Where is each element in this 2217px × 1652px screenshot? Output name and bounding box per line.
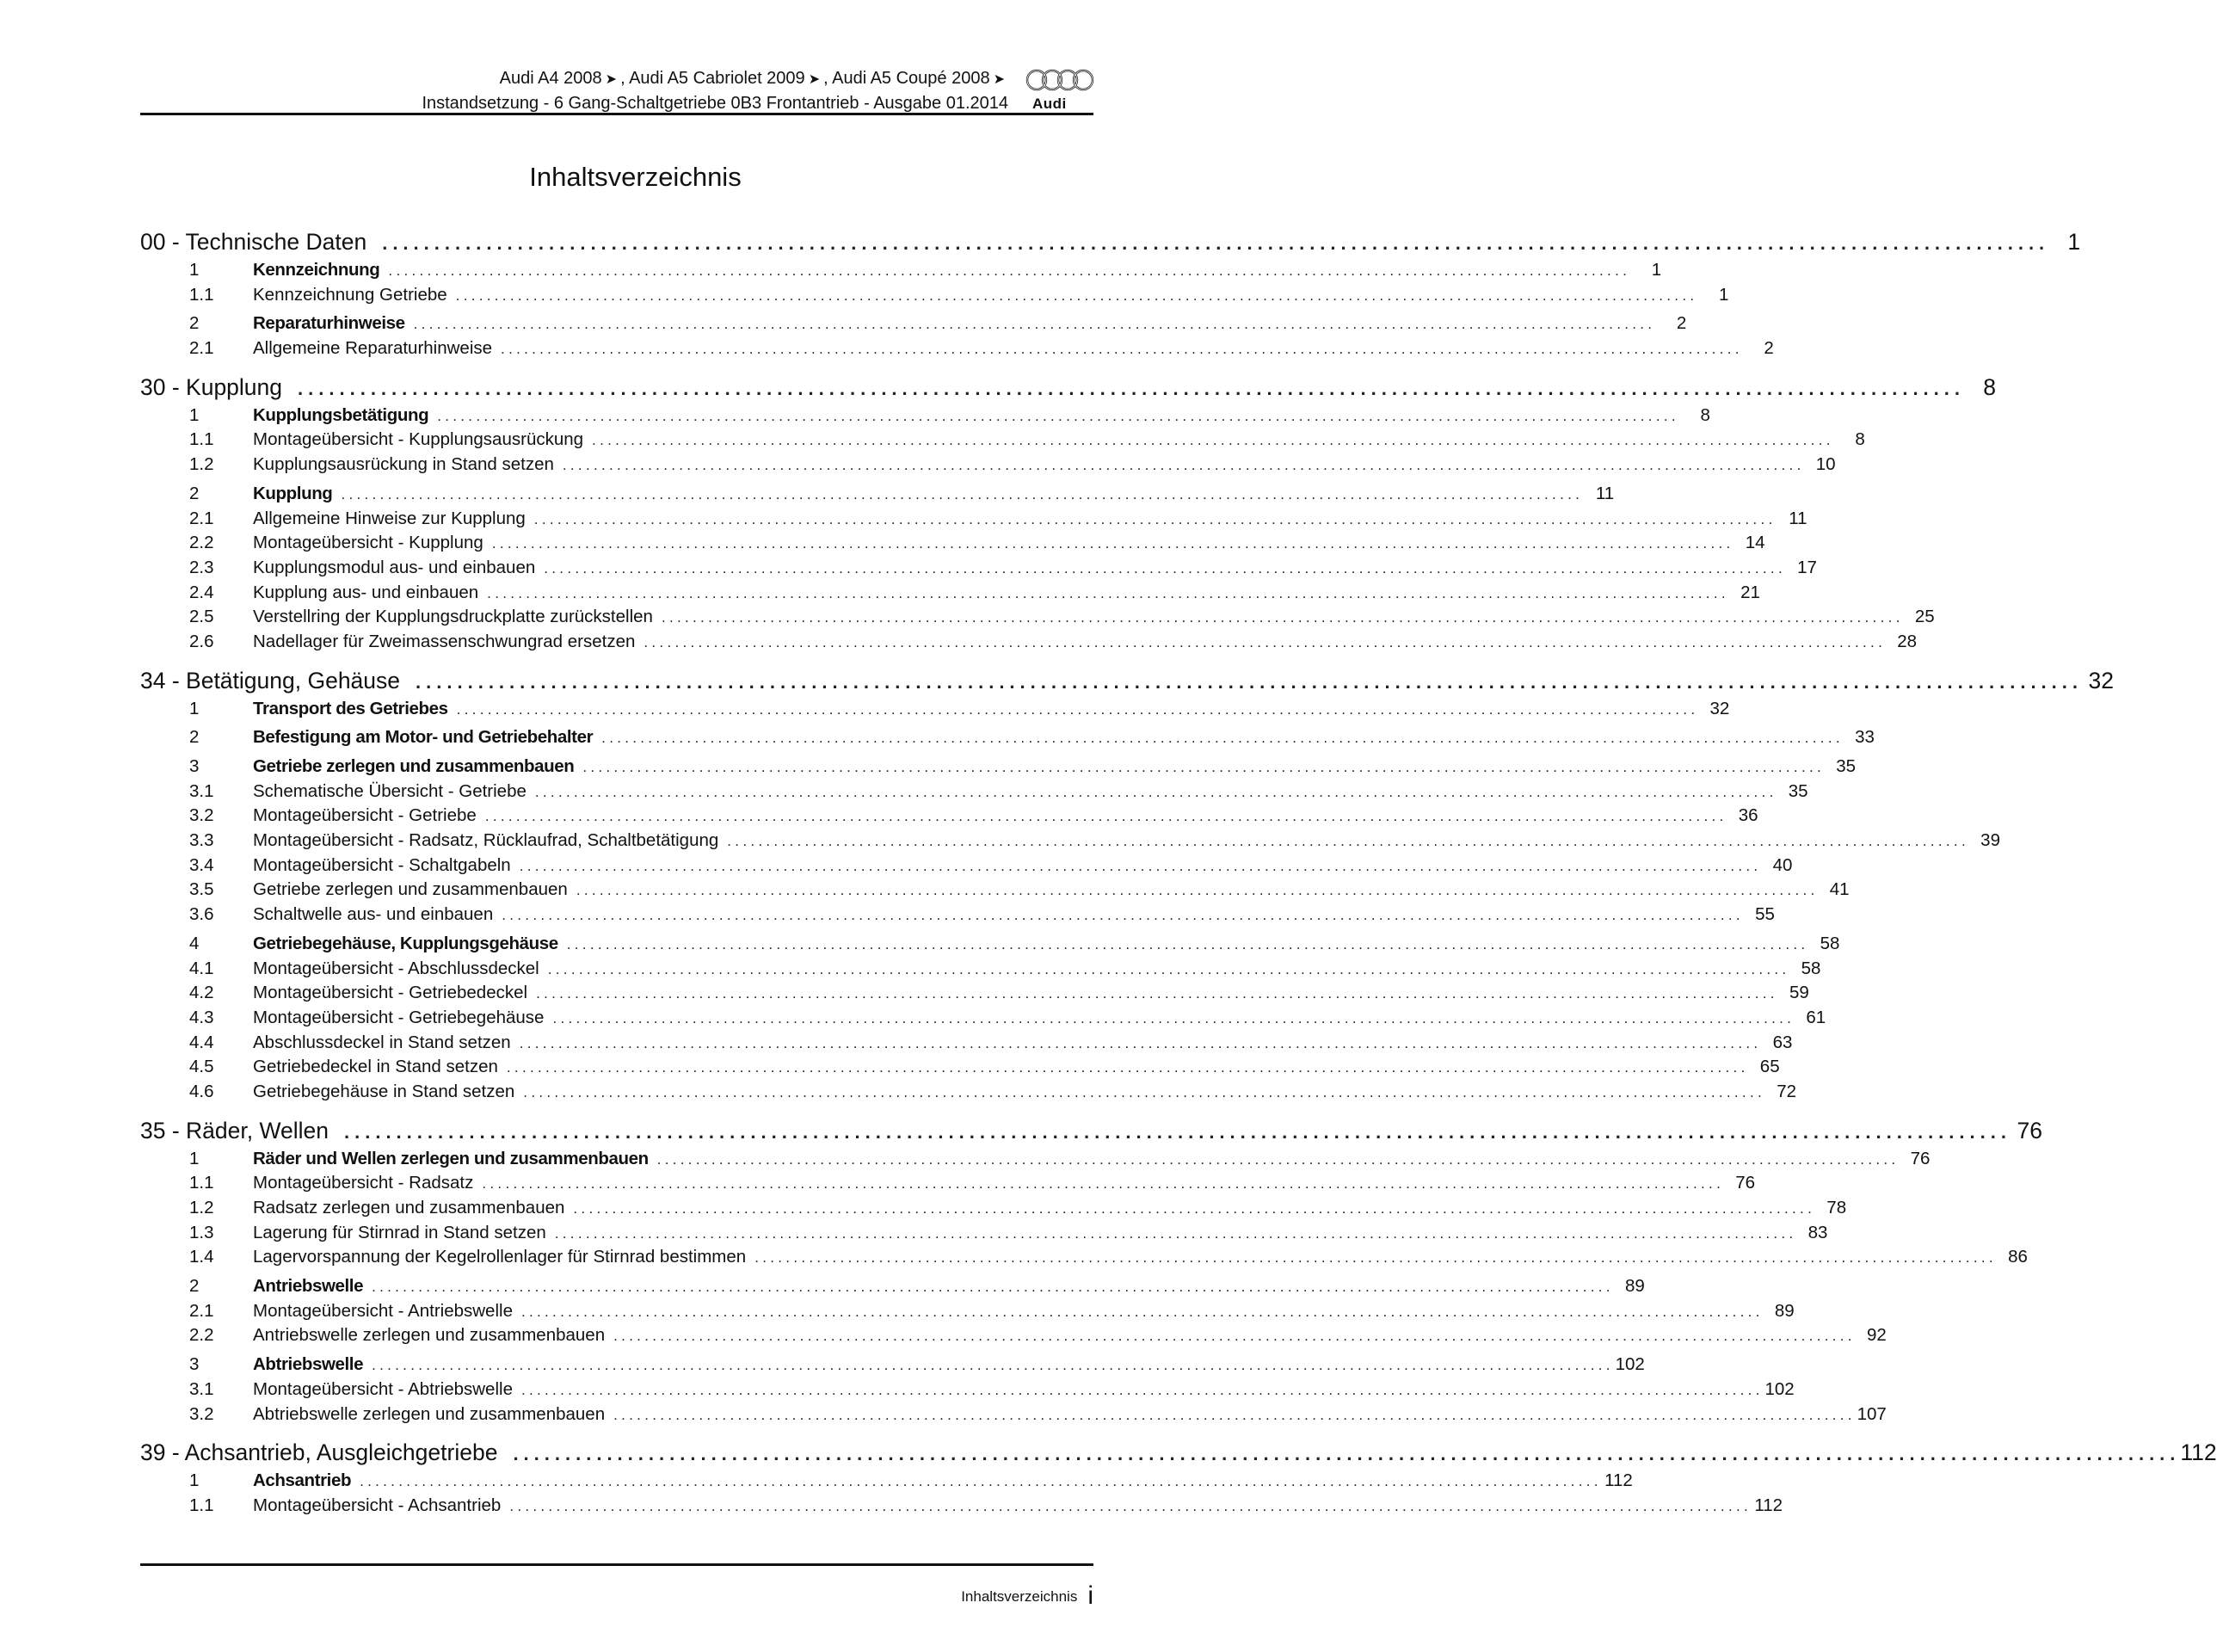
toc-label: Kupplung aus- und einbauen (253, 582, 479, 602)
toc-number: 2.1 (189, 508, 214, 528)
dot-leader: ................................................................................................................................................................ (382, 232, 2050, 254)
toc-number: 3 (189, 1354, 200, 1375)
toc-number: 3.4 (189, 854, 214, 875)
toc-label: Montageübersicht - Radsatz, Rücklaufrad, Schaltbetätigung (253, 830, 719, 851)
toc-page: 8 (1855, 429, 1865, 450)
model-a5-cabriolet: , Audi A5 Cabriolet 2009 (620, 69, 805, 88)
dot-leader: ................................................................................................................................................................ (519, 857, 1762, 874)
toc-entry[interactable] (140, 854, 1793, 880)
toc-page: 86 (2008, 1247, 2028, 1267)
toc-entry[interactable] (140, 727, 1875, 752)
toc-entry[interactable] (140, 313, 1687, 338)
toc-page: 107 (1857, 1403, 1887, 1424)
audi-rings-logo (1025, 67, 1094, 93)
toc-page: 36 (1738, 805, 1758, 826)
dot-leader: ................................................................................................................................................................ (484, 808, 1727, 825)
toc-number: 1 (189, 698, 200, 718)
toc-entry[interactable] (140, 805, 1758, 830)
toc-number: 4 (189, 933, 200, 953)
dot-leader: ................................................................................................................................................................ (372, 1357, 1614, 1374)
toc-label: 39 - Achsantrieb, Ausgleichgetriebe (140, 1439, 498, 1466)
dot-leader: ................................................................................................................................................................ (520, 1303, 1764, 1320)
toc-entry[interactable] (140, 338, 1774, 363)
toc-page: 92 (1867, 1325, 1887, 1346)
dot-leader: ................................................................................................................................................................ (509, 1497, 1752, 1514)
toc-entry[interactable] (140, 756, 1857, 781)
toc-entry[interactable] (140, 454, 1836, 479)
toc-number: 1 (189, 260, 200, 280)
toc-label: Montageübersicht - Getriebegehäuse (253, 1007, 545, 1027)
toc-entry[interactable] (140, 1222, 1828, 1248)
toc-label: 34 - Betätigung, Gehäuse (140, 667, 401, 693)
toc-number: 1.3 (189, 1222, 214, 1242)
toc-entry[interactable] (140, 983, 1809, 1008)
toc-number: 2 (189, 483, 200, 503)
dot-leader: ................................................................................................................................................................ (727, 833, 1969, 850)
toc-label: Verstellring der Kupplungsdruckplatte zurückstellen (253, 607, 653, 627)
toc-number: 2 (189, 313, 200, 334)
toc-label: Schaltwelle aus- und einbauen (253, 904, 494, 925)
toc-number: 1 (189, 404, 200, 425)
dot-leader: ................................................................................................................................................................ (520, 1381, 1764, 1398)
toc-page: 58 (1820, 933, 1840, 953)
dot-leader: ................................................................................................................................................................ (644, 633, 1887, 650)
toc-chapter[interactable] (140, 373, 1996, 405)
toc-number: 2 (189, 1276, 200, 1297)
toc-label: Kupplung (253, 483, 333, 503)
toc-entry[interactable] (140, 284, 1729, 310)
toc-entry[interactable] (140, 879, 1850, 904)
toc-entry[interactable] (140, 1403, 1887, 1429)
dot-leader: ................................................................................................................................................................ (562, 457, 1805, 474)
toc-entry[interactable] (140, 1032, 1793, 1057)
dot-leader: ................................................................................................................................................................ (360, 1473, 1602, 1490)
dot-leader: ................................................................................................................................................................ (613, 1406, 1856, 1423)
toc-page: 28 (1897, 631, 1918, 651)
dot-leader: ................................................................................................................................................................ (592, 432, 1834, 449)
arrow-icon: ➤ (605, 72, 618, 87)
toc-entry[interactable] (140, 508, 1807, 533)
toc-label: Getriebe zerlegen und zusammenbauen (253, 879, 568, 900)
toc-entry[interactable] (140, 958, 1821, 983)
toc-number: 3.1 (189, 1378, 214, 1399)
toc-entry[interactable] (140, 1057, 1780, 1082)
toc-label: Montageübersicht - Antriebswelle (253, 1300, 513, 1321)
toc-page: 61 (1806, 1007, 1826, 1027)
toc-number: 4.5 (189, 1057, 214, 1077)
toc-label: Antriebswelle (253, 1276, 364, 1297)
toc-label: Räder und Wellen zerlegen und zusammenbauen (253, 1148, 649, 1168)
toc-entry[interactable] (140, 557, 1817, 583)
toc-page: 41 (1829, 879, 1850, 900)
toc-label: Getriebegehäuse in Stand setzen (253, 1081, 515, 1101)
dot-leader: ................................................................................................................................................................ (506, 1059, 1749, 1076)
dot-leader: ................................................................................................................................................................ (534, 783, 1777, 800)
toc-page: 58 (1801, 958, 1821, 978)
toc-page: 1 (2067, 229, 2081, 255)
footer-page-number: i (1087, 1581, 1093, 1610)
dot-leader: ................................................................................................................................................................ (341, 485, 1584, 502)
dot-leader: ................................................................................................................................................................ (372, 1279, 1614, 1296)
toc-chapter[interactable] (140, 1439, 2217, 1470)
toc-label: Montageübersicht - Abschlussdeckel (253, 958, 539, 978)
toc-number: 4.3 (189, 1007, 214, 1027)
toc-entry[interactable] (140, 1470, 1633, 1495)
toc-number: 3.6 (189, 904, 214, 925)
toc-page: 35 (1836, 756, 1857, 776)
toc-label: Kupplungsbetätigung (253, 404, 429, 425)
toc-entry[interactable] (140, 533, 1765, 558)
toc-label: Kennzeichnung Getriebe (253, 284, 447, 305)
toc-entry[interactable] (140, 1354, 1645, 1379)
dot-leader: ................................................................................................................................................................ (416, 670, 2083, 693)
audi-wordmark: Audi (1032, 96, 1067, 112)
toc-number: 2.6 (189, 631, 214, 651)
toc-page: 1 (1651, 260, 1662, 280)
table-of-contents (140, 229, 2217, 1520)
dot-leader: ................................................................................................................................................................ (656, 1150, 1900, 1168)
toc-label: 00 - Technische Daten (140, 229, 367, 255)
toc-page: 112 (1604, 1470, 1633, 1491)
toc-page: 8 (1700, 404, 1710, 425)
toc-entry[interactable] (140, 1173, 1756, 1198)
toc-page: 17 (1797, 557, 1817, 577)
toc-number: 2.4 (189, 582, 214, 602)
toc-label: Kupplungsausrückung in Stand setzen (253, 454, 554, 475)
toc-number: 3 (189, 756, 200, 776)
toc-number: 4.6 (189, 1081, 214, 1101)
toc-entry[interactable] (140, 631, 1918, 656)
toc-entry[interactable] (140, 582, 1760, 607)
dot-leader: ................................................................................................................................................................ (502, 907, 1744, 924)
toc-entry[interactable] (140, 404, 1710, 430)
toc-page: 8 (1983, 373, 1996, 400)
toc-label: Montageübersicht - Getriebedeckel (253, 983, 528, 1003)
toc-number: 3.2 (189, 1403, 214, 1424)
toc-number: 2.2 (189, 533, 214, 553)
toc-entry[interactable] (140, 1495, 1783, 1520)
toc-label: Kennzeichnung (253, 260, 380, 280)
dot-leader: ................................................................................................................................................................ (613, 1328, 1856, 1345)
toc-label: Abtriebswelle (253, 1354, 364, 1375)
toc-entry[interactable] (140, 1325, 1887, 1350)
footer (961, 1581, 1093, 1611)
toc-page: 102 (1615, 1354, 1645, 1375)
toc-page: 89 (1774, 1300, 1795, 1321)
toc-page: 76 (1910, 1148, 1931, 1168)
dot-leader: ................................................................................................................................................................ (455, 287, 1698, 304)
toc-label: Getriebe zerlegen und zusammenbauen (253, 756, 575, 776)
toc-page: 21 (1740, 582, 1760, 602)
toc-label: Achsantrieb (253, 1470, 352, 1491)
toc-page: 14 (1745, 533, 1765, 553)
toc-label: Radsatz zerlegen und zusammenbauen (253, 1198, 565, 1217)
dot-leader: ................................................................................................................................................................ (554, 1224, 1797, 1242)
footer-section: Inhaltsverzeichnis (961, 1588, 1078, 1605)
toc-number: 3.2 (189, 805, 214, 826)
toc-page: 55 (1755, 904, 1775, 925)
dot-leader: ................................................................................................................................................................ (388, 262, 1631, 279)
toc-number: 1.4 (189, 1247, 214, 1267)
toc-page: 78 (1826, 1198, 1847, 1217)
dot-leader: ................................................................................................................................................................ (437, 407, 1679, 424)
toc-number: 1.1 (189, 1173, 214, 1193)
dot-leader: ................................................................................................................................................................ (576, 882, 1819, 899)
dot-leader: ................................................................................................................................................................ (344, 1120, 2011, 1143)
toc-number: 2.2 (189, 1325, 214, 1346)
toc-page: 102 (1764, 1378, 1795, 1399)
toc-label: Transport des Getriebes (253, 698, 448, 718)
toc-number: 1 (189, 1470, 200, 1491)
toc-label: Allgemeine Reparaturhinweise (253, 338, 493, 359)
toc-page: 39 (1980, 830, 2000, 851)
header-models (500, 69, 1008, 89)
toc-page: 89 (1624, 1276, 1645, 1297)
toc-number: 1.1 (189, 284, 214, 305)
toc-label: Kupplungsmodul aus- und einbauen (253, 557, 536, 577)
toc-number: 2.3 (189, 557, 214, 577)
toc-page: 11 (1595, 483, 1615, 503)
toc-number: 1.1 (189, 429, 214, 450)
toc-number: 1.1 (189, 1495, 214, 1515)
arrow-icon: ➤ (808, 72, 821, 87)
dot-leader: ................................................................................................................................................................ (482, 1175, 1725, 1193)
model-a5-coupe: , Audi A5 Coupé 2008 (823, 69, 990, 88)
toc-label: Allgemeine Hinweise zur Kupplung (253, 508, 526, 528)
toc-label: Montageübersicht - Radsatz (253, 1173, 474, 1193)
toc-page: 76 (1735, 1173, 1756, 1193)
model-a4: Audi A4 2008 (499, 69, 602, 88)
toc-page: 2 (1764, 338, 1774, 359)
toc-label: Getriebegehäuse, Kupplungsgehäuse (253, 933, 558, 953)
toc-page: 112 (1754, 1495, 1783, 1515)
toc-entry[interactable] (140, 780, 1808, 806)
header-subtitle: Instandsetzung - 6 Gang-Schaltgetriebe 0B3 Frontantrieb - Ausgabe 01.2014 (422, 94, 1008, 113)
toc-number: 1 (189, 1148, 200, 1168)
toc-page: 112 (2180, 1439, 2217, 1466)
dot-leader: ................................................................................................................................................................ (601, 730, 1844, 747)
toc-page: 33 (1855, 727, 1875, 748)
dot-leader: ................................................................................................................................................................ (661, 609, 1904, 626)
toc-page: 63 (1772, 1032, 1793, 1052)
toc-page: 72 (1777, 1081, 1796, 1101)
toc-page: 32 (1709, 698, 1730, 718)
toc-entry[interactable] (140, 260, 1662, 285)
dot-leader: ................................................................................................................................................................ (487, 584, 1729, 601)
toc-label: Befestigung am Motor- und Getriebehalter (253, 727, 594, 748)
dot-leader: ................................................................................................................................................................ (544, 559, 1786, 576)
page-title: Inhaltsverzeichnis (529, 162, 742, 192)
toc-label: Lagervorspannung der Kegelrollenlager für Stirnrad bestimmen (253, 1247, 747, 1267)
toc-label: Nadellager für Zweimassenschwungrad ersetzen (253, 631, 636, 651)
toc-entry[interactable] (140, 483, 1615, 509)
toc-label: Montageübersicht - Abtriebswelle (253, 1378, 513, 1399)
dot-leader: ................................................................................................................................................................ (533, 510, 1777, 527)
dot-leader: ................................................................................................................................................................ (501, 341, 1743, 358)
toc-page: 35 (1788, 780, 1808, 801)
toc-entry[interactable] (140, 1276, 1645, 1301)
toc-entry[interactable] (140, 429, 1865, 454)
toc-entry[interactable] (140, 698, 1730, 724)
toc-chapter[interactable] (140, 667, 2114, 699)
dot-leader: ................................................................................................................................................................ (519, 1034, 1762, 1051)
toc-page: 32 (2088, 667, 2114, 693)
toc-chapter[interactable] (140, 229, 2081, 260)
toc-number: 3.3 (189, 830, 214, 851)
toc-page: 2 (1676, 313, 1687, 334)
toc-page: 59 (1789, 983, 1809, 1003)
dot-leader: ................................................................................................................................................................ (491, 535, 1734, 552)
toc-entry[interactable] (140, 904, 1775, 929)
dot-leader: ................................................................................................................................................................ (754, 1249, 1997, 1267)
toc-number: 3.1 (189, 780, 214, 801)
toc-page: 1 (1718, 284, 1729, 305)
footer-rule (140, 1563, 1093, 1566)
toc-label: 30 - Kupplung (140, 373, 283, 400)
toc-page: 25 (1914, 607, 1935, 627)
toc-number: 4.1 (189, 958, 214, 978)
toc-page: 76 (2017, 1117, 2042, 1143)
toc-label: Reparaturhinweise (253, 313, 405, 334)
toc-entry[interactable] (140, 830, 2000, 855)
toc-page: 11 (1789, 508, 1807, 528)
toc-label: Montageübersicht - Kupplungsausrückung (253, 429, 584, 450)
toc-label: Montageübersicht - Getriebe (253, 805, 477, 826)
toc-label: 35 - Räder, Wellen (140, 1117, 329, 1143)
toc-page: 83 (1807, 1222, 1828, 1242)
toc-chapter[interactable] (140, 1117, 2042, 1149)
toc-label: Lagerung für Stirnrad in Stand setzen (253, 1222, 546, 1242)
toc-label: Montageübersicht - Achsantrieb (253, 1495, 502, 1515)
toc-entry[interactable] (140, 1148, 1931, 1174)
toc-number: 1.2 (189, 454, 214, 475)
toc-page: 65 (1759, 1057, 1780, 1077)
toc-number: 4.2 (189, 983, 214, 1003)
toc-entry[interactable] (140, 1300, 1795, 1326)
toc-label: Getriebedeckel in Stand setzen (253, 1057, 498, 1077)
dot-leader: ................................................................................................................................................................ (566, 935, 1809, 952)
toc-number: 1.2 (189, 1198, 214, 1217)
toc-label: Abschlussdeckel in Stand setzen (253, 1032, 511, 1052)
toc-entry[interactable] (140, 607, 1935, 632)
toc-number: 3.5 (189, 879, 214, 900)
toc-label: Montageübersicht - Kupplung (253, 533, 483, 553)
toc-entry[interactable] (140, 1007, 1826, 1032)
toc-entry[interactable] (140, 1198, 1847, 1223)
toc-entry[interactable] (140, 1081, 1796, 1106)
toc-number: 2.1 (189, 1300, 214, 1321)
toc-number: 2 (189, 727, 200, 748)
dot-leader: ................................................................................................................................................................ (547, 960, 1790, 977)
toc-label: Montageübersicht - Schaltgabeln (253, 854, 511, 875)
dot-leader: ................................................................................................................................................................ (523, 1083, 1765, 1100)
toc-entry[interactable] (140, 1378, 1795, 1404)
dot-leader: ................................................................................................................................................................ (298, 377, 1965, 399)
toc-number: 4.4 (189, 1032, 214, 1052)
arrow-icon: ➤ (993, 72, 1005, 87)
dot-leader: ................................................................................................................................................................ (413, 316, 1656, 333)
toc-label: Antriebswelle zerlegen und zusammenbauen (253, 1325, 606, 1346)
toc-label: Schematische Übersicht - Getriebe (253, 780, 527, 801)
toc-page: 40 (1772, 854, 1793, 875)
toc-number: 2.5 (189, 607, 214, 627)
dot-leader: ................................................................................................................................................................ (582, 759, 1826, 775)
dot-leader: ................................................................................................................................................................ (456, 700, 1699, 718)
toc-page: 10 (1815, 454, 1836, 475)
dot-leader: ................................................................................................................................................................ (513, 1443, 2181, 1465)
toc-number: 2.1 (189, 338, 214, 359)
toc-label: Abtriebswelle zerlegen und zusammenbauen (253, 1403, 606, 1424)
dot-leader: ................................................................................................................................................................ (573, 1200, 1816, 1217)
toc-entry[interactable] (140, 1247, 2028, 1272)
dot-leader: ................................................................................................................................................................ (552, 1009, 1795, 1026)
toc-entry[interactable] (140, 933, 1840, 959)
header-rule (140, 113, 1093, 115)
dot-leader: ................................................................................................................................................................ (536, 985, 1778, 1002)
